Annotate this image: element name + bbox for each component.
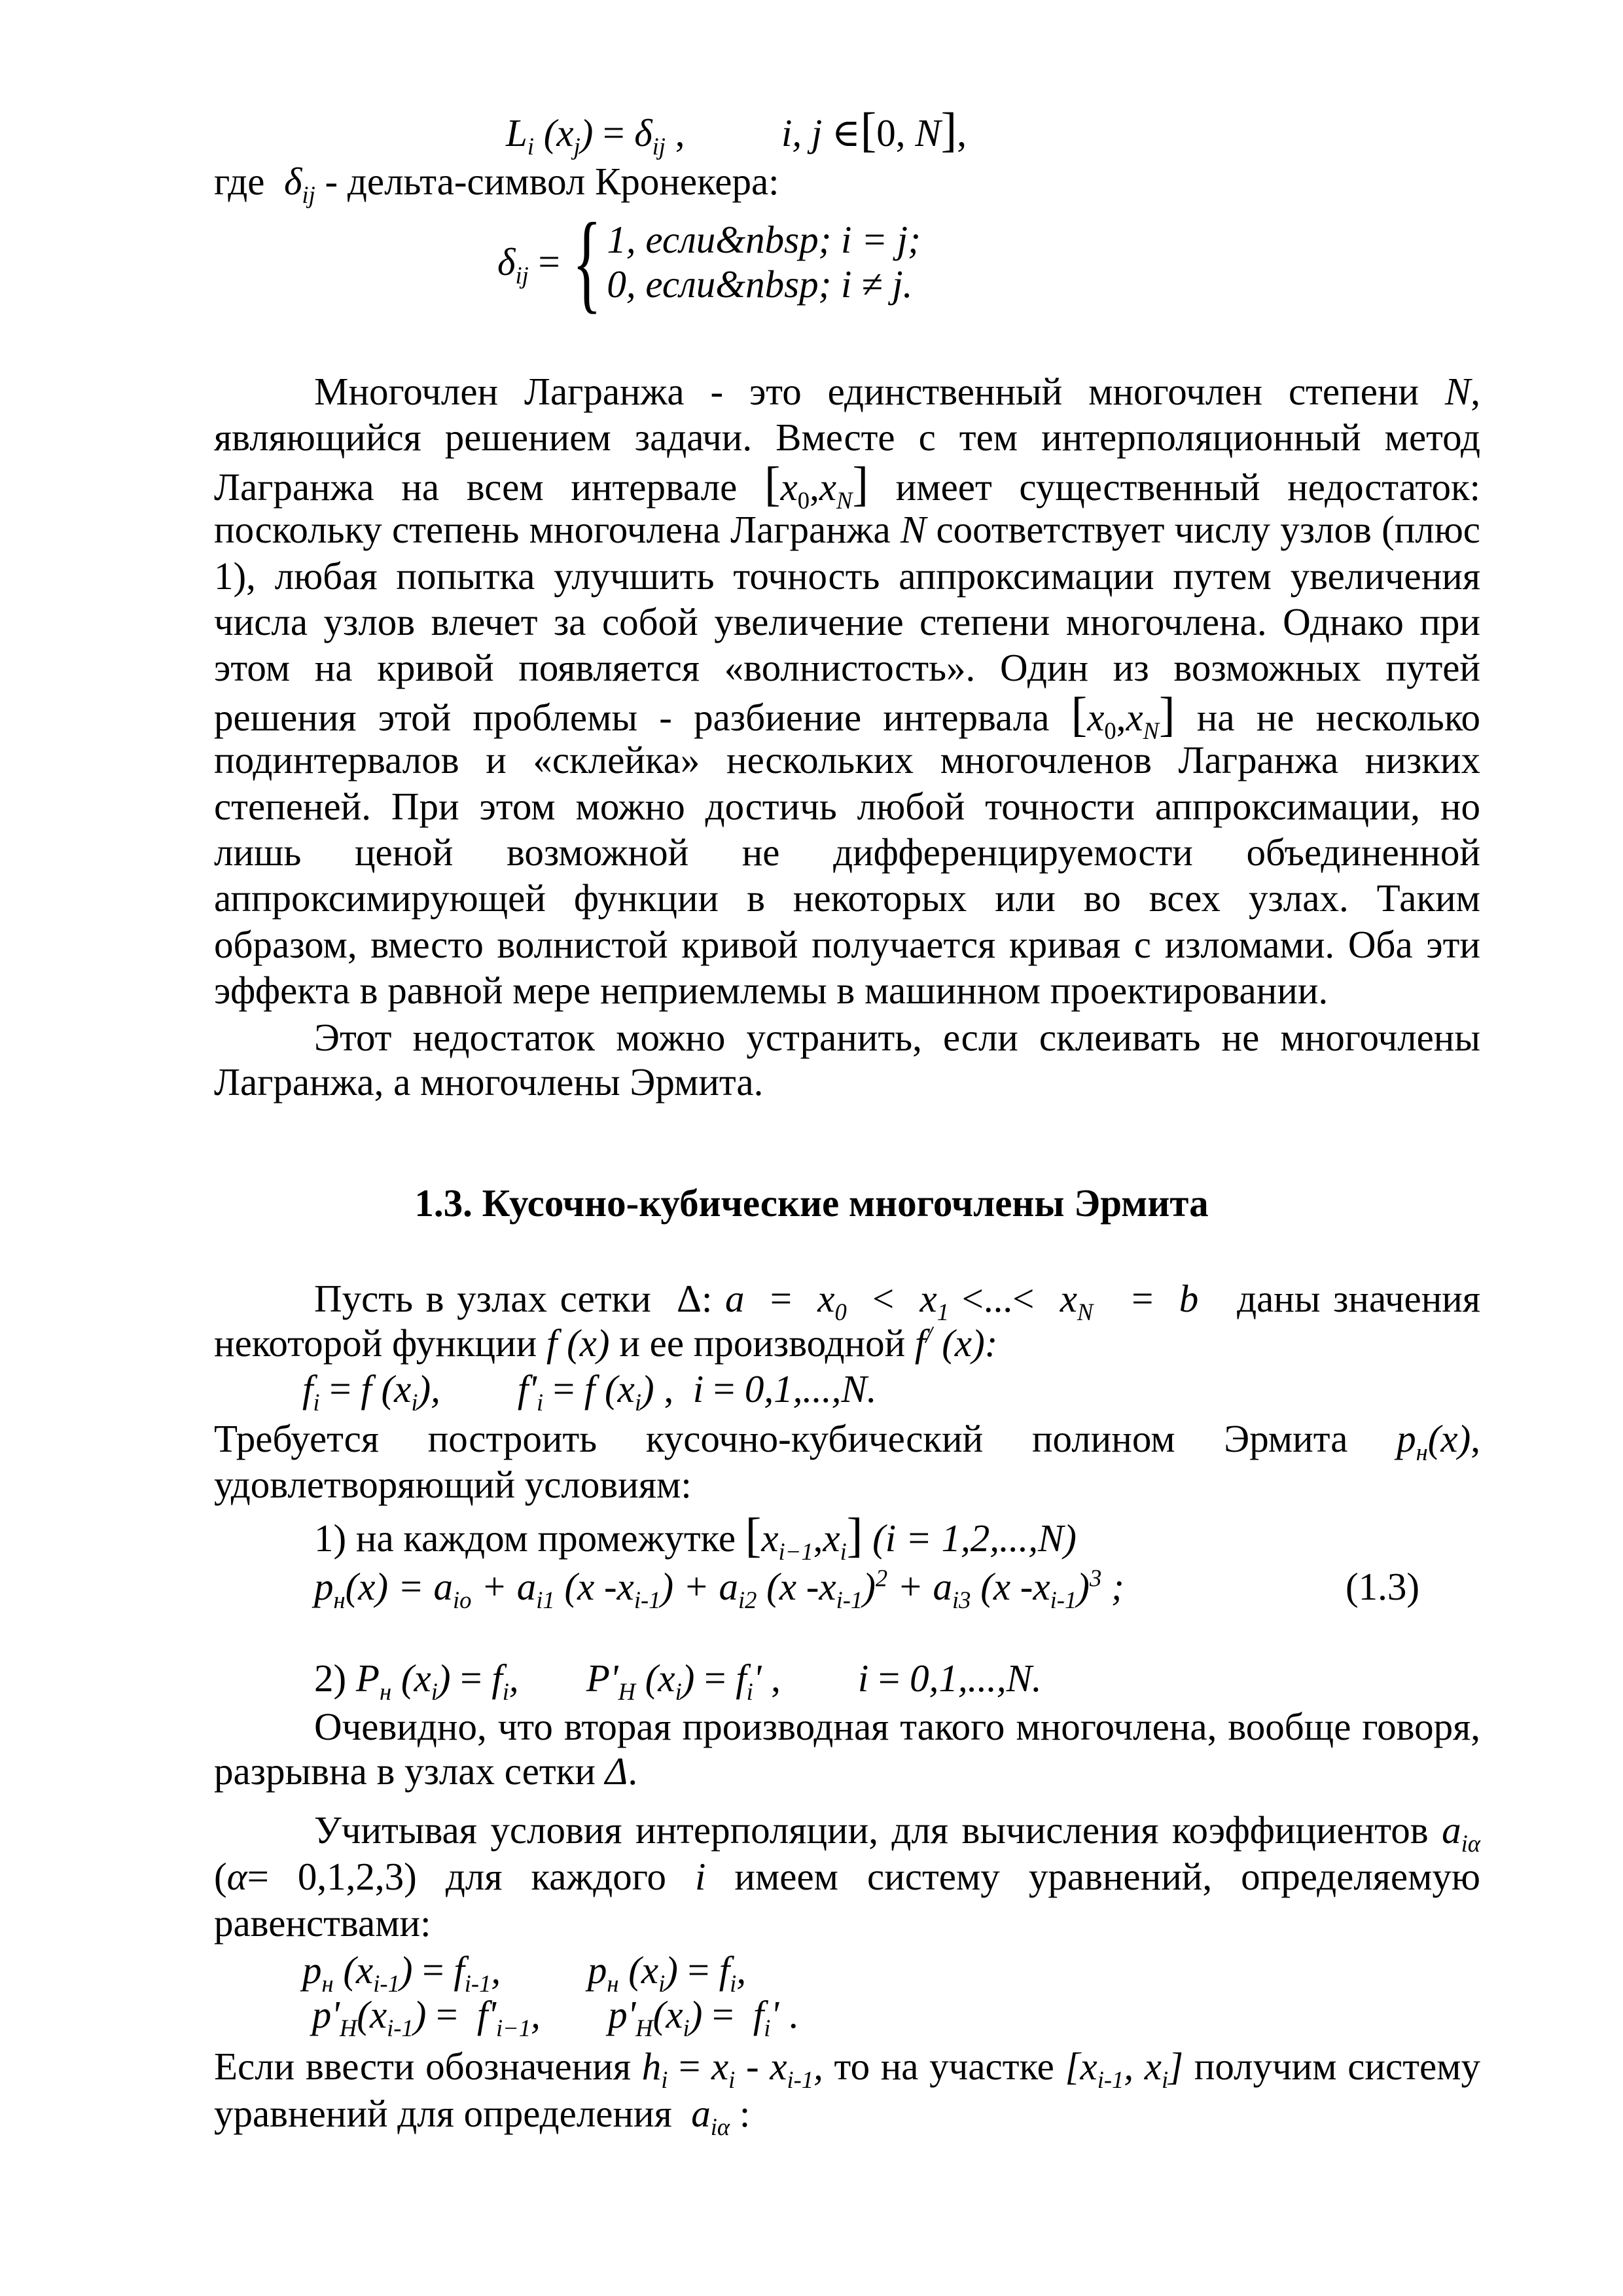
- section-heading: 1.3. Кусочно-кубические многочлены Эрмита: [414, 1181, 1209, 1225]
- text-line: подинтервалов и «склейка» нескольких многочленов Лагранжа низких: [214, 738, 1480, 782]
- text-line: Требуется построить кусочно-кубический полином Эрмита $p_н(x)$,: [214, 1417, 1480, 1465]
- text-line: числа узлов влечет за собой увеличение степени многочлена. Однако при: [214, 600, 1480, 643]
- text-line: Если ввести обозначения $h_i = x_i - x_{i-1}$, то на участке [$x_{i-1}$, $x_i$] получим систему: [214, 2045, 1481, 2093]
- text-line: 1), любая попытка улучшить точность аппроксимации путем увеличения: [214, 554, 1480, 598]
- text-line: Лагранжа на всем интервале $[x_0,x_N]$ имеет существенный недостаток:: [214, 456, 1480, 514]
- kronecker-case-2: 0, если&nbsp; i ≠ j.: [607, 262, 913, 306]
- text-line: образом, вместо волнистой кривой получается кривая с изломами. Оба эти: [214, 922, 1480, 966]
- lagrange-basis-formula: $L_i$ $(x_j) = \delta_{ij}$ , i, j ∈[0, N],: [506, 103, 967, 160]
- text-line: (α= 0,1,2,3) для каждого i имеем систему уравнений, определяемую: [214, 1855, 1480, 1898]
- kronecker-lhs: $\delta_{ij}$ =: [497, 240, 560, 289]
- text-line: степеней. При этом можно достичь любой точности аппроксимации, но: [214, 784, 1480, 828]
- text-line: Учитывая условия интерполяции, для вычисления коэффициентов $a_{i\alpha}$: [314, 1808, 1480, 1857]
- brace-icon: {: [572, 200, 602, 323]
- condition-2: 2) $P_н$ $(x_i) = f_i$, $P'_H$ $(x_i) = f_i'$ , i = 0,1,...,N.: [314, 1657, 1042, 1705]
- text-line: некоторой функции f (x) и ее производной f/ (x):: [214, 1321, 998, 1365]
- text-line: являющийся решением задачи. Вместе с тем интерполяционный метод: [214, 416, 1480, 459]
- text-line: равенствами:: [214, 1901, 431, 1945]
- text-line: уравнений для определения $a_{i\alpha}$ :: [214, 2092, 751, 2140]
- text-line: этом на кривой появляется «волнистость». Один из возможных путей: [214, 646, 1480, 690]
- text-line: Многочлен Лагранжа - это единственный многочлен степени N,: [314, 370, 1480, 413]
- equation-number: (1.3): [1346, 1565, 1420, 1608]
- condition-1: 1) на каждом промежутке $[x_{i-1},x_i] (i = 1,2,...,N)$: [314, 1508, 1077, 1565]
- text-line: Очевидно, что вторая производная такого многочлена, вообще говоря,: [314, 1705, 1480, 1748]
- text-line: удовлетворяющий условиям:: [214, 1463, 692, 1506]
- text-line: аппроксимирующей функции в некоторых или во всех узлах. Таким: [214, 876, 1480, 920]
- text-line: лишь ценой возможной не дифференцируемости объединенной: [214, 831, 1480, 874]
- text-line: поскольку степень многочлена Лагранжа N соответствует числу узлов (плюс: [214, 508, 1480, 552]
- text-line: Пусть в узлах сетки Δ: $a = x_0 < x_1$ <...< $x_N = b$ даны значения: [314, 1277, 1480, 1325]
- kronecker-intro: где $\delta_{ij}$ - дельта-символ Кронекера:: [214, 160, 779, 208]
- text-line: решения этой проблемы - разбиение интервала $[x_0,x_N]$ на не несколько: [214, 687, 1480, 744]
- system-line-2: $p'_H(x_{i-1}) = f'_{i-1}$, $p'_H(x_i) = f_i'$ .: [312, 1993, 798, 2041]
- system-line-1: $p_н$ $(x_{i-1}) = f_{i-1}$, $p_н$ $(x_i) = f_i$,: [302, 1948, 747, 1997]
- formula-function-values: $f_i = f$ $(x_i)$, $f'_i = f$ $(x_i)$ , i = 0,1,...,N.: [302, 1367, 877, 1416]
- formula-hermite-cubic: $p_н(x) = a_{io} + a_{i1}$ (x $-x_{i-1}) + a_{i2}$ (x $-x_{i-1})^2 + a_{i3}$ (x $-x_{i-1})^3$ ;: [314, 1564, 1124, 1613]
- text-line: разрывна в узлах сетки Δ.: [214, 1749, 638, 1793]
- kronecker-case-1: 1, если&nbsp; i = j;: [607, 218, 921, 261]
- kronecker-delta-definition: [497, 200, 921, 323]
- text-line: Этот недостаток можно устранить, если склеивать не многочлены: [314, 1016, 1480, 1059]
- text-line: Лагранжа, а многочлены Эрмита.: [214, 1060, 764, 1103]
- text-line: эффекта в равной мере неприемлемы в машинном проектировании.: [214, 969, 1329, 1013]
